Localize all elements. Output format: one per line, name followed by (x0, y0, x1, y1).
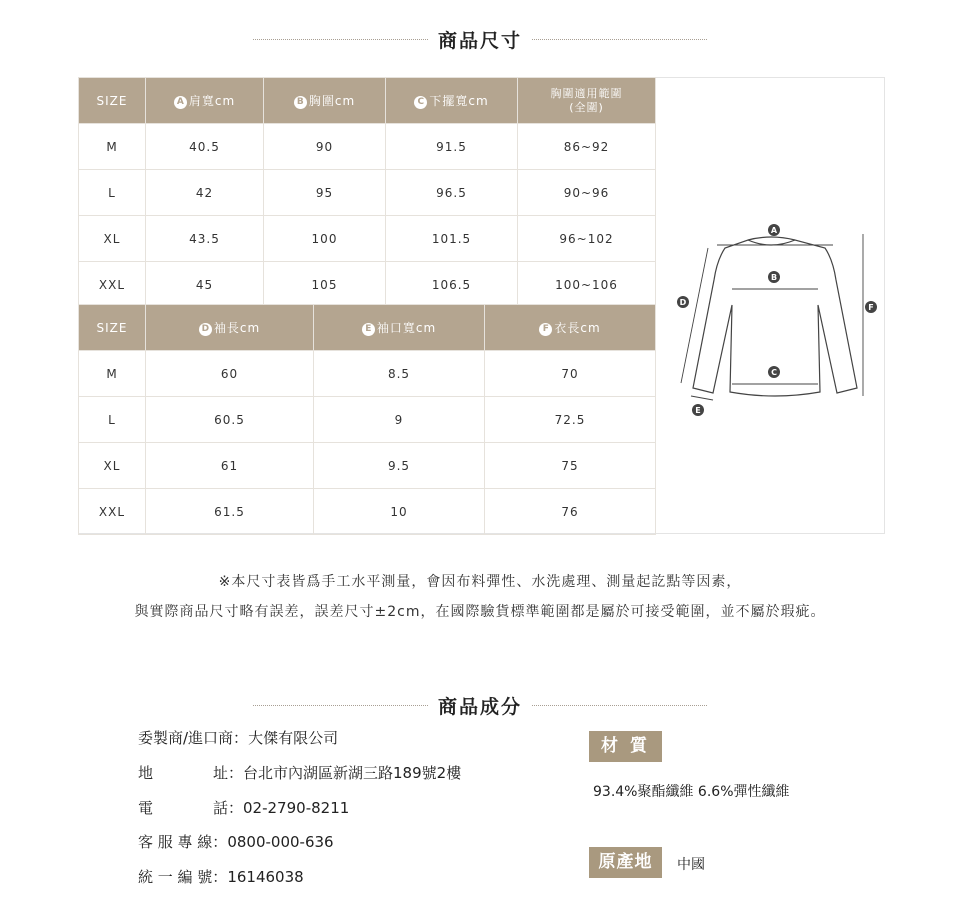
material-value: 93.4%聚酯纖維 6.6%彈性纖維 (593, 784, 790, 800)
garment-measurement-diagram (670, 220, 885, 420)
origin-tag: 原產地 (589, 847, 662, 878)
badge-c-icon: C (414, 96, 427, 109)
table-row: XL 43.5 100 101.5 96~102 (79, 216, 656, 262)
label-f-text: F (868, 303, 874, 312)
label-b-text: B (770, 273, 778, 282)
label-a-text: A (770, 226, 778, 235)
table-row: XXL 61.5 10 76 (79, 489, 656, 535)
title-dots-left (253, 39, 428, 40)
label-c-text: C (771, 368, 777, 377)
info-phone: 電 話：02-2790-8211 (138, 799, 350, 817)
origin-value: 中國 (677, 857, 705, 873)
title-dots-right (532, 705, 707, 706)
table-header-row (79, 305, 656, 351)
size-table-2 (78, 304, 656, 535)
title-dots-left (253, 705, 428, 706)
collar-line (748, 237, 795, 240)
info-service-line: 客 服 專 線：0800-000-636 (138, 833, 334, 851)
title-dots-right (532, 39, 707, 40)
info-address: 地 址：台北市內湖區新湖三路189號2樓 (138, 764, 462, 782)
col-size: SIZE (79, 305, 146, 351)
table-row: XL 61 9.5 75 (79, 443, 656, 489)
size-section-title-text: 商品尺寸 (437, 30, 522, 52)
col-chest-range: 胸圍適用範圍 (全圍) (518, 78, 656, 124)
badge-d-icon: D (199, 323, 212, 336)
table-row: M 60 8.5 70 (79, 351, 656, 397)
badge-a-icon: A (174, 96, 187, 109)
badge-f-icon: F (539, 323, 552, 336)
col-shoulder-width: A 肩寬cm (146, 78, 264, 124)
composition-section-title-text: 商品成分 (437, 696, 522, 718)
table-row: M 40.5 90 91.5 86~92 (79, 124, 656, 170)
label-d-text: D (679, 298, 687, 307)
table-header-row (79, 78, 656, 124)
table-row: L 60.5 9 72.5 (79, 397, 656, 443)
col-body-length: F 衣長cm (485, 305, 656, 351)
material-tag: 材 質 (589, 731, 662, 762)
label-e-text: E (695, 406, 701, 415)
table-row: L 42 95 96.5 90~96 (79, 170, 656, 216)
col-sleeve-length: D 袖長cm (146, 305, 314, 351)
col-hem-width: C 下擺寬cm (386, 78, 518, 124)
col-cuff-width: E 袖口寬cm (314, 305, 485, 351)
arrow-d (681, 248, 708, 383)
size-table-1 (78, 77, 656, 308)
measurement-note-line-2: 與實際商品尺寸略有誤差，誤差尺寸±2cm，在國際驗貨標準範圍都是屬於可接受範圍，並不屬於瑕疵。 (134, 604, 826, 620)
size-section-title (0, 26, 960, 53)
info-tax-id: 統 一 編 號：16146038 (138, 868, 304, 886)
composition-section-title (0, 692, 960, 719)
arrow-e (691, 396, 713, 400)
badge-b-icon: B (294, 96, 307, 109)
measurement-note-line-1: ※本尺寸表皆爲手工水平測量，會因布料彈性、水洗處理、測量起訖點等因素， (218, 574, 742, 590)
info-manufacturer: 委製商/進口商：大傑有限公司 (138, 729, 339, 747)
table-row: XXL 45 105 106.5 100~106 (79, 262, 656, 308)
col-chest: B 胸圍cm (264, 78, 386, 124)
badge-e-icon: E (362, 323, 375, 336)
col-size: SIZE (79, 78, 146, 124)
